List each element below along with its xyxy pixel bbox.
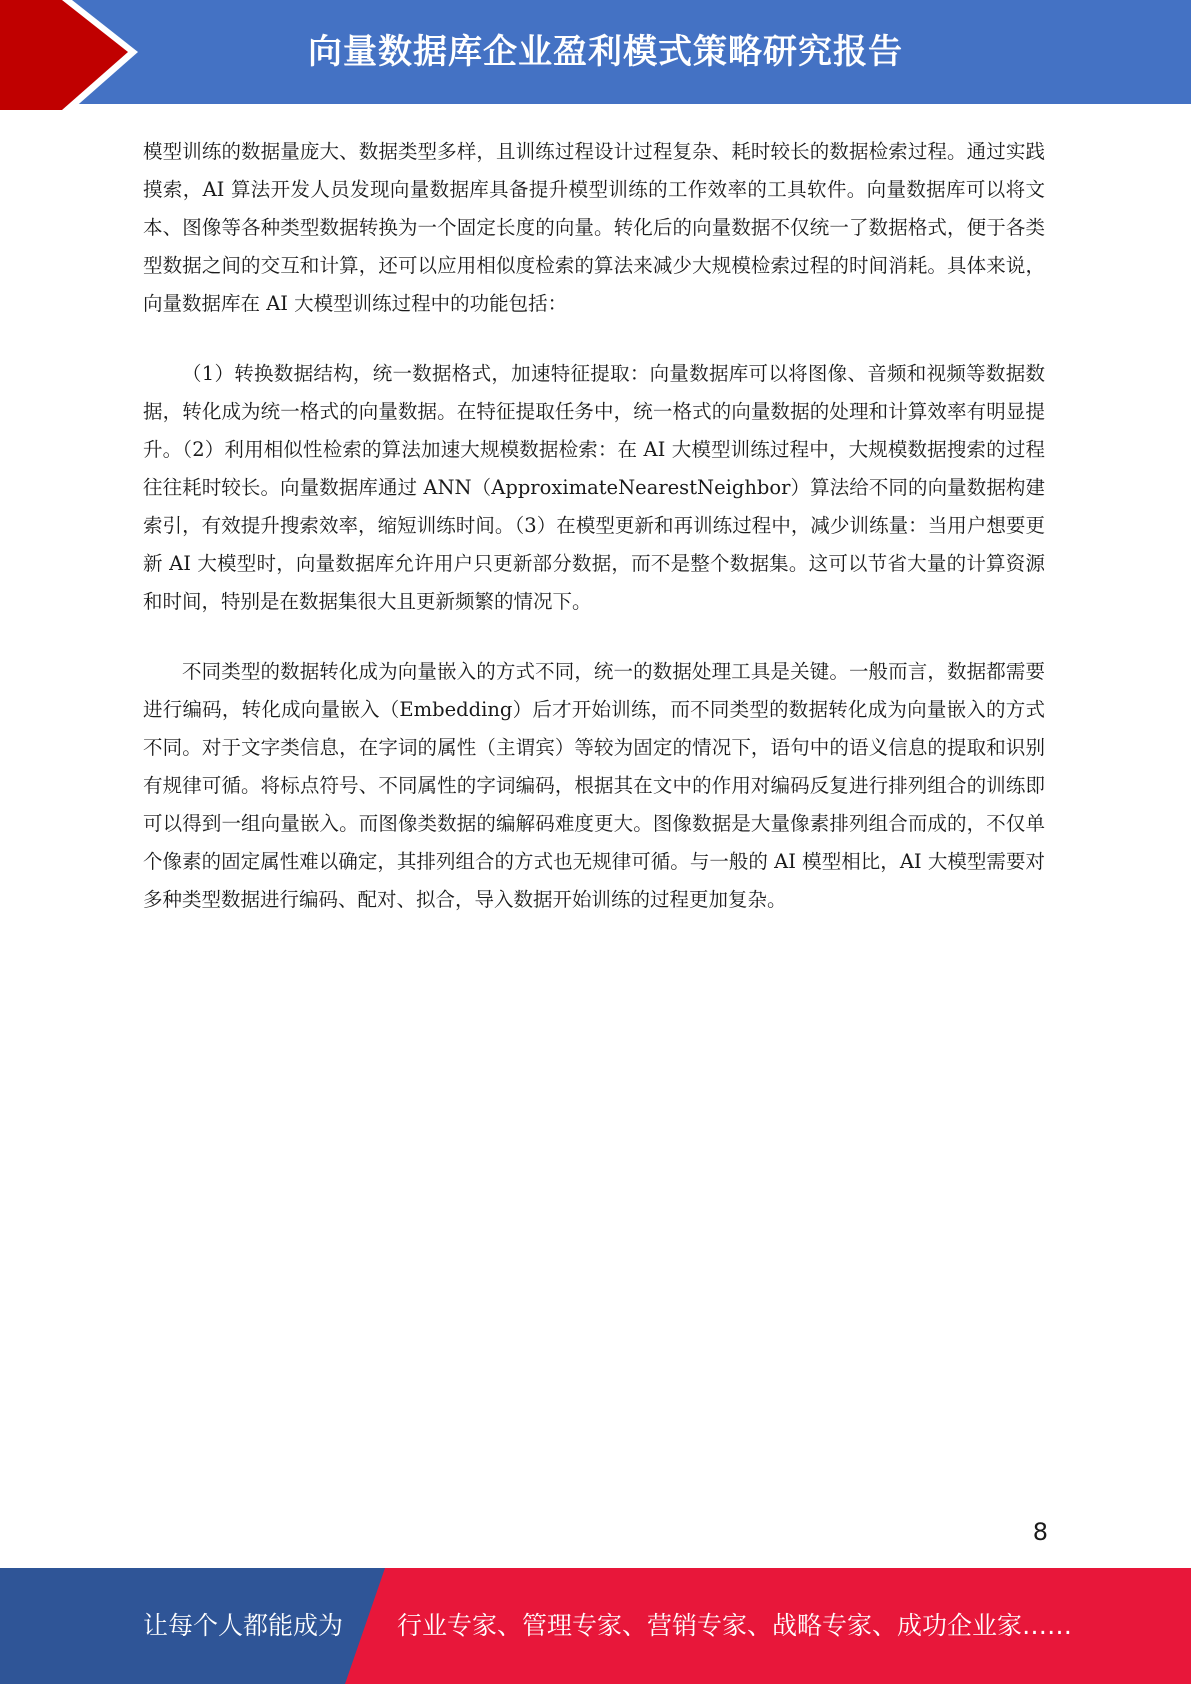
page-number: 8 (1032, 1518, 1048, 1546)
paragraph-1: 模型训练的数据量庞大、数据类型多样，且训练过程设计过程复杂、耗时较长的数据检索过程。通过实践摸索，AI 算法开发人员发现向量数据库具备提升模型训练的工作效率的工具软件。向量数据库可以将文本、图像等各种类型数据转换为一个固定长度的向量。转化后的向量数据不仅统一了数据格式，便于各类型数据之间的交互和计算，还可以应用相似度检索的算法来减少大规模检索过程的时间消耗。具体来说，向量数据库在 AI 大模型训练过程中的功能包括： (143, 140, 1045, 315)
footer-slogan-right: 行业专家、管理专家、营销专家、战略专家、成功企业家…… (397, 1611, 1073, 1640)
report-title: 向量数据库企业盈利模式策略研究报告 (308, 32, 903, 72)
page-header (0, 0, 1191, 110)
paragraph-2: （1）转换数据结构，统一数据格式，加速特征提取：向量数据库可以将图像、音频和视频等数据数据，转化成为统一格式的向量数据。在特征提取任务中，统一格式的向量数据的处理和计算效率有明显提升。（2）利用相似性检索的算法加速大规模数据检索：在 AI 大模型训练过程中，大规模数据搜索的过程往往耗时较长。向量数据库通过 ANN（ApproximateNearestNeighbor）算法给不同的向量数据构建索引，有效提升搜索效率，缩短训练时间。（3）在模型更新和再训练过程中，减少训练量：当用户想要更新 AI 大模型时，向量数据库允许用户只更新部分数据，而不是整个数据集。这可以节省大量的计算资源和时间，特别是在数据集很大且更新频繁的情况下。 (143, 362, 1045, 613)
page-footer (0, 1568, 1191, 1684)
footer-slogan-left: 让每个人都能成为 (143, 1611, 344, 1640)
report-body (143, 133, 1045, 951)
paragraph-3: 不同类型的数据转化成为向量嵌入的方式不同，统一的数据处理工具是关键。一般而言，数据都需要进行编码，转化成向量嵌入（Embedding）后才开始训练，而不同类型的数据转化成为向量嵌入的方式不同。对于文字类信息，在字词的属性（主谓宾）等较为固定的情况下，语句中的语义信息的提取和识别有规律可循。将标点符号、不同属性的字词编码，根据其在文中的作用对编码反复进行排列组合的训练即可以得到一组向量嵌入。而图像类数据的编解码难度更大。图像数据是大量像素排列组合而成的，不仅单个像素的固定属性难以确定，其排列组合的方式也无规律可循。与一般的 AI 模型相比，AI 大模型需要对多种类型数据进行编码、配对、拟合，导入数据开始训练的过程更加复杂。 (143, 660, 1045, 911)
